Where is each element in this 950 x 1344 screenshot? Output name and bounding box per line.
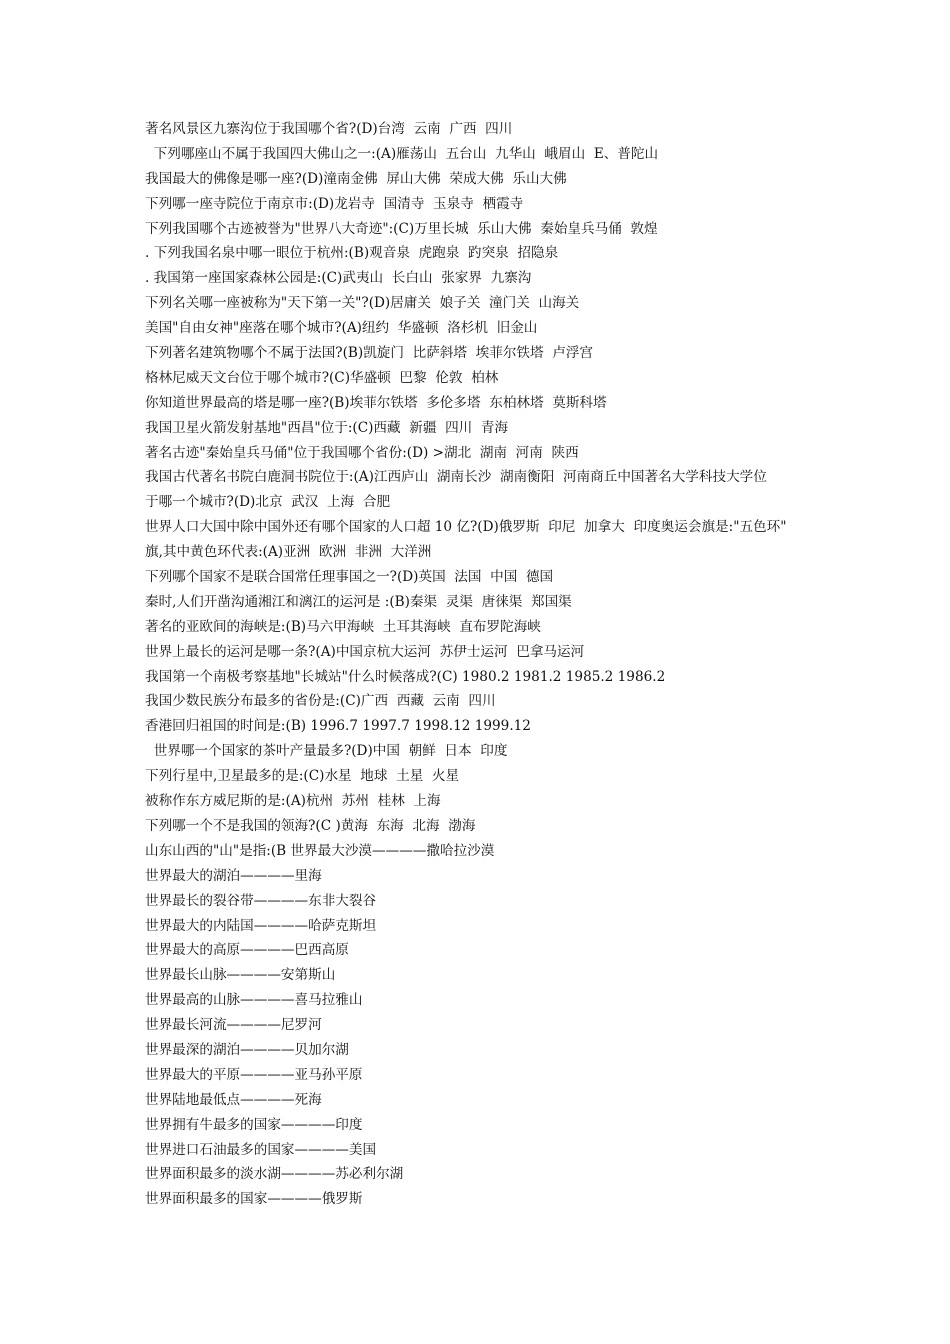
text-line: 下列哪一座寺院位于南京市:(D)龙岩寺 国清寺 玉泉寺 栖霞寺 bbox=[145, 195, 524, 212]
text-line: 我国最大的佛像是哪一座?(D)潼南金佛 屏山大佛 荣成大佛 乐山大佛 bbox=[145, 170, 567, 187]
text-line: 下列名关哪一座被称为"天下第一关"?(D)居庸关 娘子关 潼门关 山海关 bbox=[145, 295, 580, 312]
text-line: 世界陆地最低点————死海 bbox=[145, 1091, 322, 1108]
text-line: 秦时,人们开凿沟通湘江和漓江的运河是 :(B)秦渠 灵渠 唐徕渠 郑国渠 bbox=[145, 593, 572, 610]
text-line: 我国古代著名书院白鹿洞书院位于:(A)江西庐山 湖南长沙 湖南衡阳 河南商丘中国著名大学科技大学位 bbox=[145, 469, 767, 486]
text-line: 世界最深的湖泊————贝加尔湖 bbox=[145, 1041, 349, 1058]
text-line: 你知道世界最高的塔是哪一座?(B)埃菲尔铁塔 多伦多塔 东柏林塔 莫斯科塔 bbox=[145, 394, 607, 411]
text-line: 世界人口大国中除中国外还有哪个国家的人口超 10 亿?(D)俄罗斯 印尼 加拿大 印度奥运会旗是:"五色环" bbox=[145, 519, 787, 536]
text-line: 著名风景区九寨沟位于我国哪个省?(D)台湾 云南 广西 四川 bbox=[145, 121, 513, 137]
text-line: 山东山西的"山"是指:(B 世界最大沙漠————撒哈拉沙漠 bbox=[145, 842, 495, 859]
text-line: 美国"自由女神"座落在哪个城市?(A)纽约 华盛顿 洛杉机 旧金山 bbox=[145, 320, 538, 337]
text-line: 我国卫星火箭发射基地"西昌"位于:(C)西藏 新疆 四川 青海 bbox=[145, 419, 509, 436]
text-line: 世界最长山脉————安第斯山 bbox=[145, 967, 336, 984]
text-line: 下列著名建筑物哪个不属于法国?(B)凯旋门 比萨斜塔 埃菲尔铁塔 卢浮宫 bbox=[145, 345, 594, 362]
text-line: 世界面积最多的淡水湖————苏必利尔湖 bbox=[145, 1166, 404, 1183]
text-line: . 我国第一座国家森林公园是:(C)武夷山 长白山 张家界 九寨沟 bbox=[145, 270, 532, 287]
text-line: 世界最大的高原————巴西高原 bbox=[145, 942, 349, 959]
text-line: 世界拥有牛最多的国家————印度 bbox=[145, 1116, 363, 1133]
text-line: 于哪一个城市?(D)北京 武汉 上海 合肥 bbox=[145, 494, 391, 511]
text-line: . 下列我国名泉中哪一眼位于杭州:(B)观音泉 虎跑泉 趵突泉 招隐泉 bbox=[145, 245, 559, 262]
text-line: 被称作东方威尼斯的是:(A)杭州 苏州 桂林 上海 bbox=[145, 793, 441, 810]
text-line: 世界上最长的运河是哪一条?(A)中国京杭大运河 苏伊士运河 巴拿马运河 bbox=[145, 643, 585, 660]
document-body bbox=[145, 117, 825, 1212]
text-line: 旗,其中黄色环代表:(A)亚洲 欧洲 非洲 大洋洲 bbox=[145, 544, 432, 561]
text-line: 世界最大的湖泊————里海 bbox=[145, 867, 322, 884]
text-line: 世界面积最多的国家————俄罗斯 bbox=[145, 1191, 363, 1208]
text-line: 世界最大的平原————亚马孙平原 bbox=[145, 1066, 363, 1083]
text-line: 世界最长的裂谷带————东非大裂谷 bbox=[145, 892, 377, 909]
text-line: 世界最大的内陆国————哈萨克斯坦 bbox=[145, 917, 377, 934]
text-line: 我国少数民族分布最多的省份是:(C)广西 西藏 云南 四川 bbox=[145, 693, 496, 710]
text-line: 下列我国哪个古迹被誉为"世界八大奇迹":(C)万里长城 乐山大佛 秦始皇兵马俑 敦煌 bbox=[145, 220, 658, 237]
text-line: 著名的亚欧间的海峡是:(B)马六甲海峡 土耳其海峡 直布罗陀海峡 bbox=[145, 618, 541, 635]
text-line: 世界最高的山脉————喜马拉雅山 bbox=[145, 992, 363, 1009]
text-line: 世界哪一个国家的茶叶产量最多?(D)中国 朝鲜 日本 印度 bbox=[145, 743, 508, 760]
text-line: 格林尼威天文台位于哪个城市?(C)华盛顿 巴黎 伦敦 柏林 bbox=[145, 369, 499, 386]
text-line: 香港回归祖国的时间是:(B) 1996.7 1997.7 1998.12 1999.12 bbox=[145, 718, 531, 735]
text-line: 下列哪一个不是我国的领海?(C )黄海 东海 北海 渤海 bbox=[145, 817, 476, 834]
text-line: 世界最长河流————尼罗河 bbox=[145, 1017, 322, 1034]
text-line: 我国第一个南极考察基地"长城站"什么时候落成?(C) 1980.2 1981.2 1985.2 1986.2 bbox=[145, 668, 666, 685]
text-line: 著名古迹"秦始皇兵马俑"位于我国哪个省份:(D) >湖北 湖南 河南 陕西 bbox=[145, 444, 579, 461]
text-line: 下列哪个国家不是联合国常任理事国之一?(D)英国 法国 中国 德国 bbox=[145, 569, 554, 586]
text-line: 下列行星中,卫星最多的是:(C)水星 地球 土星 火星 bbox=[145, 768, 460, 785]
text-line: 下列哪座山不属于我国四大佛山之一:(A)雁荡山 五台山 九华山 峨眉山 E、普陀山 bbox=[145, 145, 659, 162]
text-line: 世界进口石油最多的国家————美国 bbox=[145, 1141, 377, 1158]
